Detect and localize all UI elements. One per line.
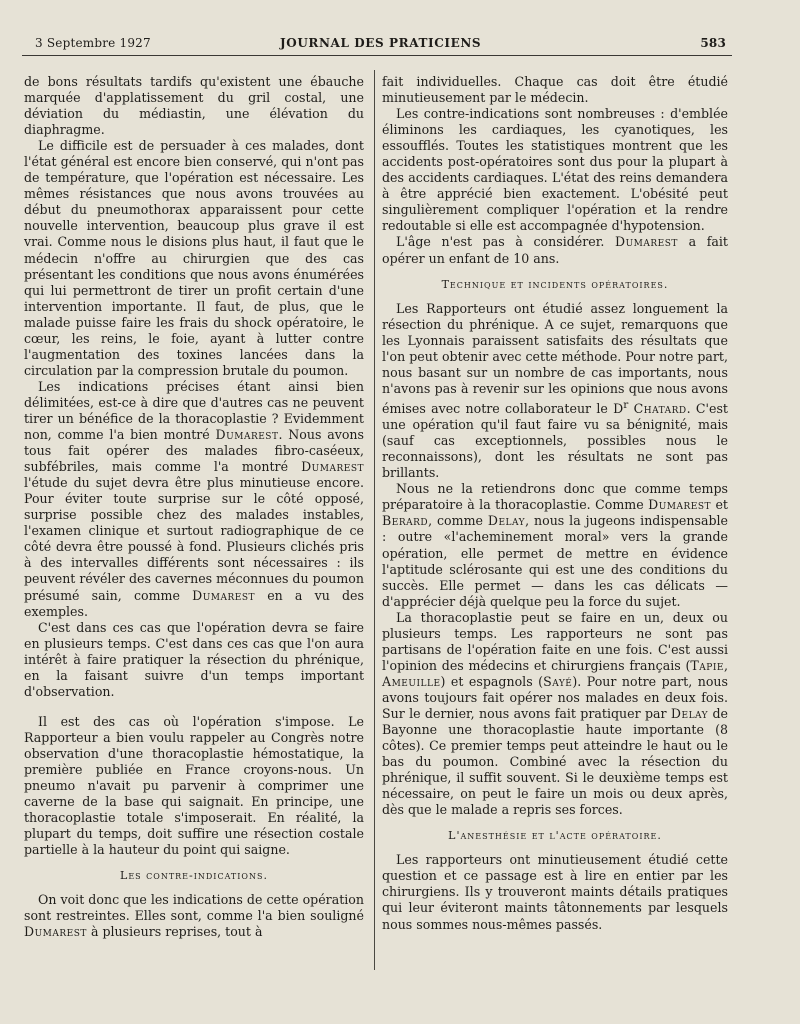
- paragraph: de bons résultats tardifs qu'existent une ébauche marquée d'applatissement du gril costal, une déviation du médiastin, une élévation du diaphragme.: [24, 74, 364, 138]
- header-date: 3 Septembre 1927: [35, 36, 151, 50]
- section-heading: Les contre-indications.: [120, 869, 268, 883]
- paragraph: Les contre-indications sont nombreuses : d'emblée éliminons les cardiaques, les cyanotiques, les essoufflés. Toutes les statistiques montrent que les accidents post-opératoires sont dus pour la plupart à des accidents cardiaques. L'état des reins demandera à être apprécié bien exactement. L'obésité peut singulièrement compliquer l'opération et la rendre redoutable si elle est accompagnée d'hypotension.: [382, 106, 728, 234]
- paragraph: Les indications précises étant ainsi bien délimitées, est-ce à dire que d'autres cas ne peuvent tirer un bénéfice de la thoracoplastie ? Evidemment non, comme l'a bien montré Dumarest. Nous avons tous fait opérer des malades fibro-caséeux, subfébriles, mais comme l'a montré Dumarest l'étude du sujet devra être plus minutieuse encore. Pour éviter toute surprise sur le côté opposé, surprise possible chez des malades instables, l'examen clinique et surtout radiographique de ce côté devra être poussé à fond. Plusieurs clichés pris à des intervalles différents sont nécessaires : ils peuvent révéler des cavernes méconnues du poumon présumé sain, comme Dumarest en a vu des exemples.: [24, 378, 364, 619]
- journal-title: JOURNAL DES PRATICIENS: [280, 36, 482, 50]
- author-name: Berard: [382, 513, 429, 529]
- paragraph: Nous ne la retiendrons donc que comme temps préparatoire à la thoracoplastie. Comme Dumarest et Berard, comme Delay, nous la jugeons indispensable : outre «l'acheminement moral» vers la grande opération, elle permet de mettre en évidence l'aptitude sclérosante qui est une des conditions du succès. Elle permet — dans les cas délicats — d'apprécier déjà quelque peu la force du sujet.: [382, 481, 728, 609]
- author-name: Dumarest: [301, 459, 364, 475]
- left-column: [24, 74, 364, 940]
- paragraph: On voit donc que les indications de cette opération sont restreintes. Elles sont, comme l'a bien souligné Dumarest à plusieurs reprises, tout à: [24, 892, 364, 940]
- header-rule: [22, 55, 732, 56]
- paragraph: C'est dans ces cas que l'opération devra se faire en plusieurs temps. C'est dans ces cas que l'on aura intérêt à faire pratiquer la résection du phrénique, en la faisant suivre d'un temps important d'observation.: [24, 619, 364, 699]
- paragraph: fait individuelles. Chaque cas doit être étudié minutieusement par le médecin.: [382, 74, 728, 106]
- author-name: Dumarest: [615, 234, 678, 250]
- author-name: Dumarest: [215, 427, 279, 443]
- paragraph: Il est des cas où l'opération s'impose. Le Rapporteur a bien voulu rappeler au Congrès notre observation d'une thoracoplastie hémostatique, la première publiée en France croyons-nous. Un pneumo n'avait pu parvenir à comprimer une caverne de la base qui saignait. En principe, une thoracoplastie totale s'imposerait. En réalité, la plupart du temps, doit suffire une résection costale partielle à la hauteur du point qui saigne.: [24, 713, 364, 858]
- author-name: Sayé: [543, 673, 573, 689]
- author-name: Ameuille: [382, 673, 441, 689]
- section-heading: Technique et incidents opératoires.: [441, 277, 669, 291]
- author-name: Chatard: [633, 401, 687, 417]
- paragraph: La thoracoplastie peut se faire en un, deux ou plusieurs temps. Les rapporteurs ne sont pas partisans de l'opération faite en une fois. C'est aussi l'opinion des médecins et chirurgiens français (Tapie, Ameuille) et espagnols (Sayé). Pour notre part, nous avons toujours fait opérer nos malades en deux fois. Sur le dernier, nous avons fait pratiquer par Delay de Bayonne une thoracoplastie haute importante (8 côtes). Ce premier temps peut atteindre le haut ou le bas du poumon. Combiné avec la résection du phrénique, il suffit souvent. Si le deuxième temps est nécessaire, on peut le faire un mois ou deux après, dès que le malade a repris ses forces.: [382, 609, 728, 818]
- paragraph: Les rapporteurs ont minutieusement étudié cette question et ce passage est à lire en entier par les chirurgiens. Ils y trouveront maints détails pratiques qui leur éviteront maints tâtonnements par lesquels nous sommes nous-mêmes passés.: [382, 852, 728, 932]
- column-divider: [374, 70, 375, 970]
- author-name: Delay: [670, 705, 709, 721]
- running-header: [30, 36, 726, 54]
- paragraph: L'âge n'est pas à considérer. Dumarest a fait opérer un enfant de 10 ans.: [382, 234, 728, 266]
- right-column: [382, 74, 728, 933]
- author-name: Dumarest: [192, 587, 256, 603]
- paragraph: Les Rapporteurs ont étudié assez longuement la résection du phrénique. A ce sujet, remarquons que les Lyonnais paraissent satisfaits des résultats que l'on peut obtenir avec cette méthode. Pour notre part, nous basant sur un nombre de cas importants, nous n'avons pas à revenir sur les opinions que nous avons émises avec notre collaborateur le $D^r$ Chatard. C'est une opération qu'il faut faire vu sa bénignité, mais (sauf cas exceptionnels, possibles nous le reconnaissons), dont les résultats ne sont pas brillants.: [382, 300, 728, 481]
- paragraph: Le difficile est de persuader à ces malades, dont l'état général est encore bien conservé, qui n'ont pas de température, que l'opération est nécessaire. Les mêmes résistances que nous avons trouvées au début du pneumothorax apparaissent pour cette nouvelle intervention, beaucoup plus grave il est vrai. Comme nous le disions plus haut, il faut que le médecin n'offre au chirurgien que des cas présentant les conditions que nous avons énumérées qui lui permettront de tirer un profit certain d'une intervention importante. Il faut, de plus, que le malade puisse faire les frais du shock opératoire, le cœur, les reins, le foie, ayant à lutter contre l'augmentation des toxines lancées dans la circulation par la compression brutale du poumon.: [24, 138, 364, 378]
- author-name: Dumarest: [24, 924, 87, 940]
- author-name: Dumarest: [648, 497, 712, 513]
- author-name: Tapie: [690, 657, 724, 673]
- section-heading: L'anesthésie et l'acte opératoire.: [448, 829, 662, 843]
- author-name: Delay: [487, 513, 526, 529]
- page-number: 583: [700, 36, 726, 50]
